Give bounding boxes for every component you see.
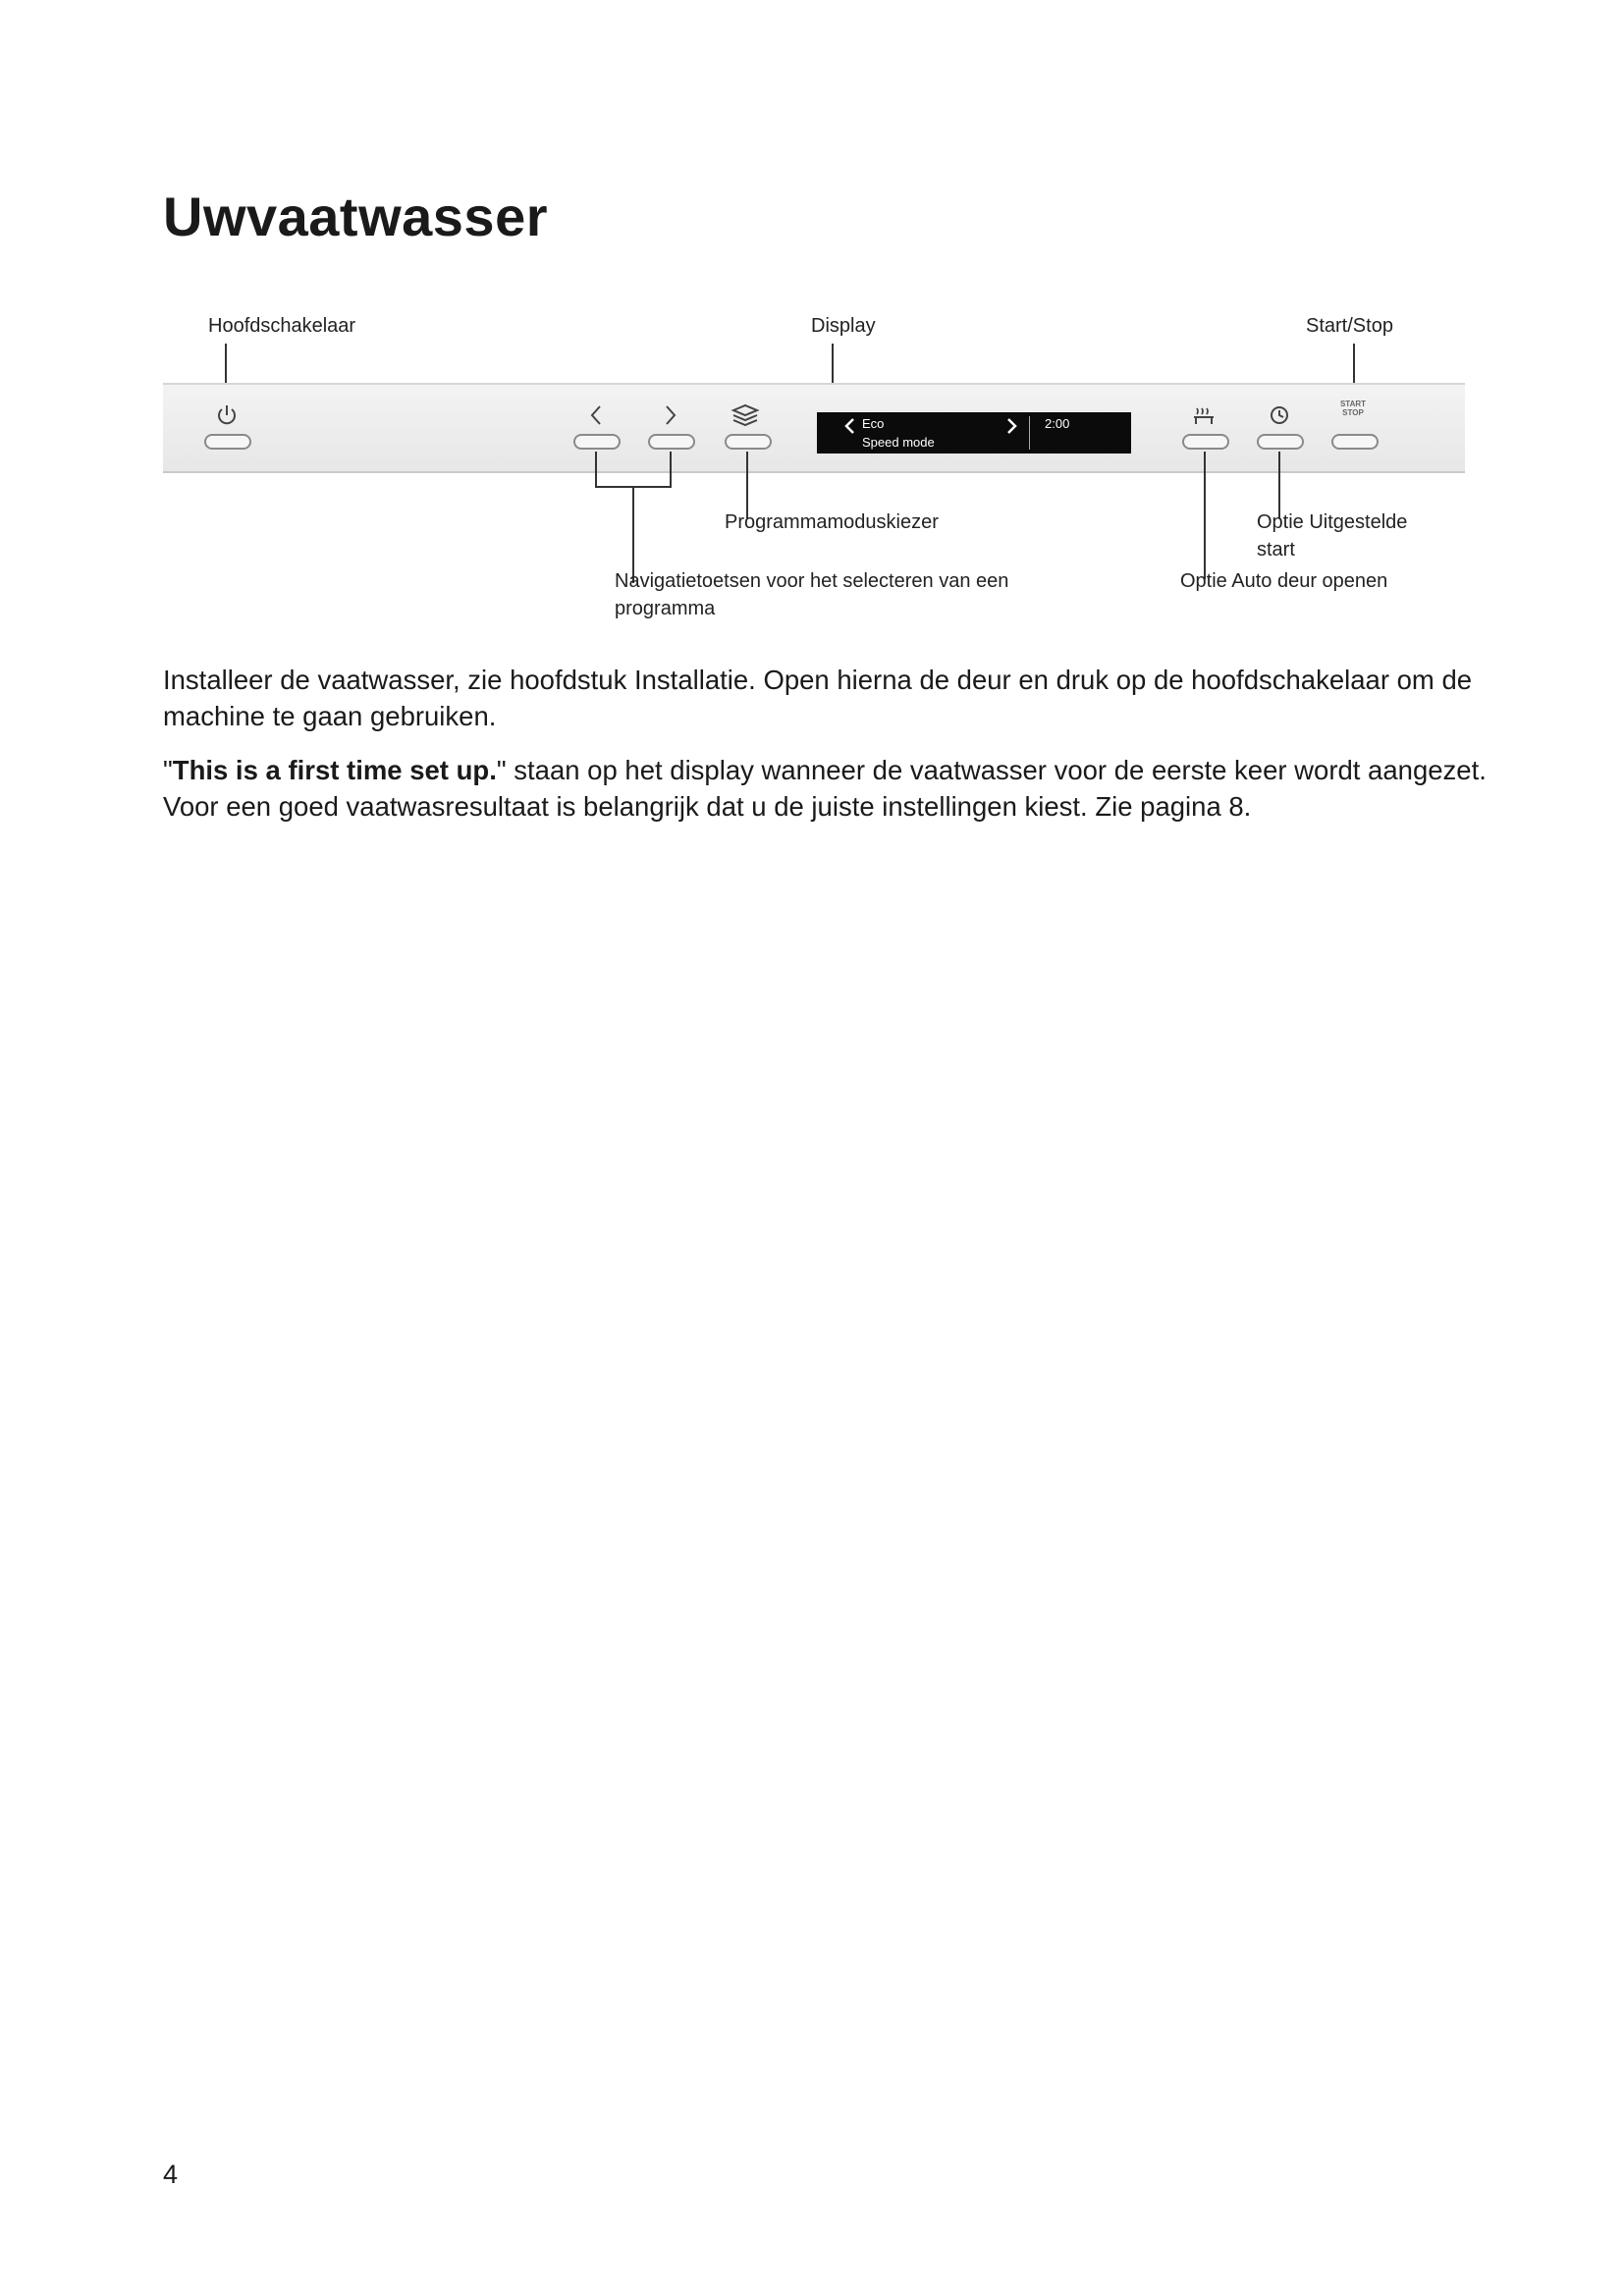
display-chevron-right-icon — [1005, 417, 1019, 435]
intro-paragraph: Installeer de vaatwasser, zie hoofdstuk Installatie. Open hierna de deur en druk op de hoofdschakelaar om de machine te gaan gebruiken. — [163, 665, 1473, 731]
display-program: Eco — [862, 416, 885, 431]
nav-left-button[interactable] — [573, 434, 621, 450]
callout-start-stop: Start/Stop — [1306, 315, 1393, 337]
callout-main-switch: Hoofdschakelaar — [208, 315, 356, 337]
display-time: 2:00 — [1045, 416, 1070, 431]
delayed-start-button[interactable] — [1257, 434, 1304, 450]
display-separator — [1029, 416, 1030, 450]
first-setup-message: This is a first time set up. — [172, 755, 497, 785]
panel-display — [817, 412, 1131, 454]
first-setup-paragraph: "This is a first time set up." staan op het display wanneer de vaatwasser voor de eerste keer wordt aangezet. Voor een goed vaatwasresultaat is belangrijk dat u de juiste instellingen kiest. Zie pagina 8. — [163, 755, 1487, 822]
leader-auto-door — [1204, 452, 1206, 579]
leader-nav-right — [670, 452, 672, 487]
callout-auto-door: Optie Auto deur openen — [1180, 570, 1388, 592]
display-mode: Speed mode — [862, 435, 935, 450]
power-icon — [212, 400, 242, 430]
start-stop-label: START STOP — [1339, 400, 1367, 417]
start-stop-button[interactable] — [1331, 434, 1379, 450]
page-title: Uwvaatwasser — [163, 186, 549, 247]
program-mode-icon — [731, 400, 760, 430]
chevron-left-icon — [581, 400, 611, 430]
main-switch-button[interactable] — [204, 434, 251, 450]
auto-door-button[interactable] — [1182, 434, 1229, 450]
callout-program-mode: Programmamoduskiezer — [725, 511, 939, 533]
nav-right-button[interactable] — [648, 434, 695, 450]
callout-display: Display — [811, 315, 876, 337]
callout-navigation: Navigatietoetsen voor het selecteren van een programma — [615, 570, 1009, 619]
auto-door-icon — [1190, 400, 1219, 430]
chevron-right-icon — [656, 400, 685, 430]
control-panel-figure — [157, 304, 1483, 638]
display-chevron-left-icon — [842, 417, 856, 435]
callout-delayed-start: Optie Uitgestelde start — [1257, 511, 1408, 561]
clock-icon — [1265, 400, 1294, 430]
leader-nav-left — [595, 452, 597, 487]
program-mode-button[interactable] — [725, 434, 772, 450]
page-number: 4 — [163, 2160, 179, 2189]
